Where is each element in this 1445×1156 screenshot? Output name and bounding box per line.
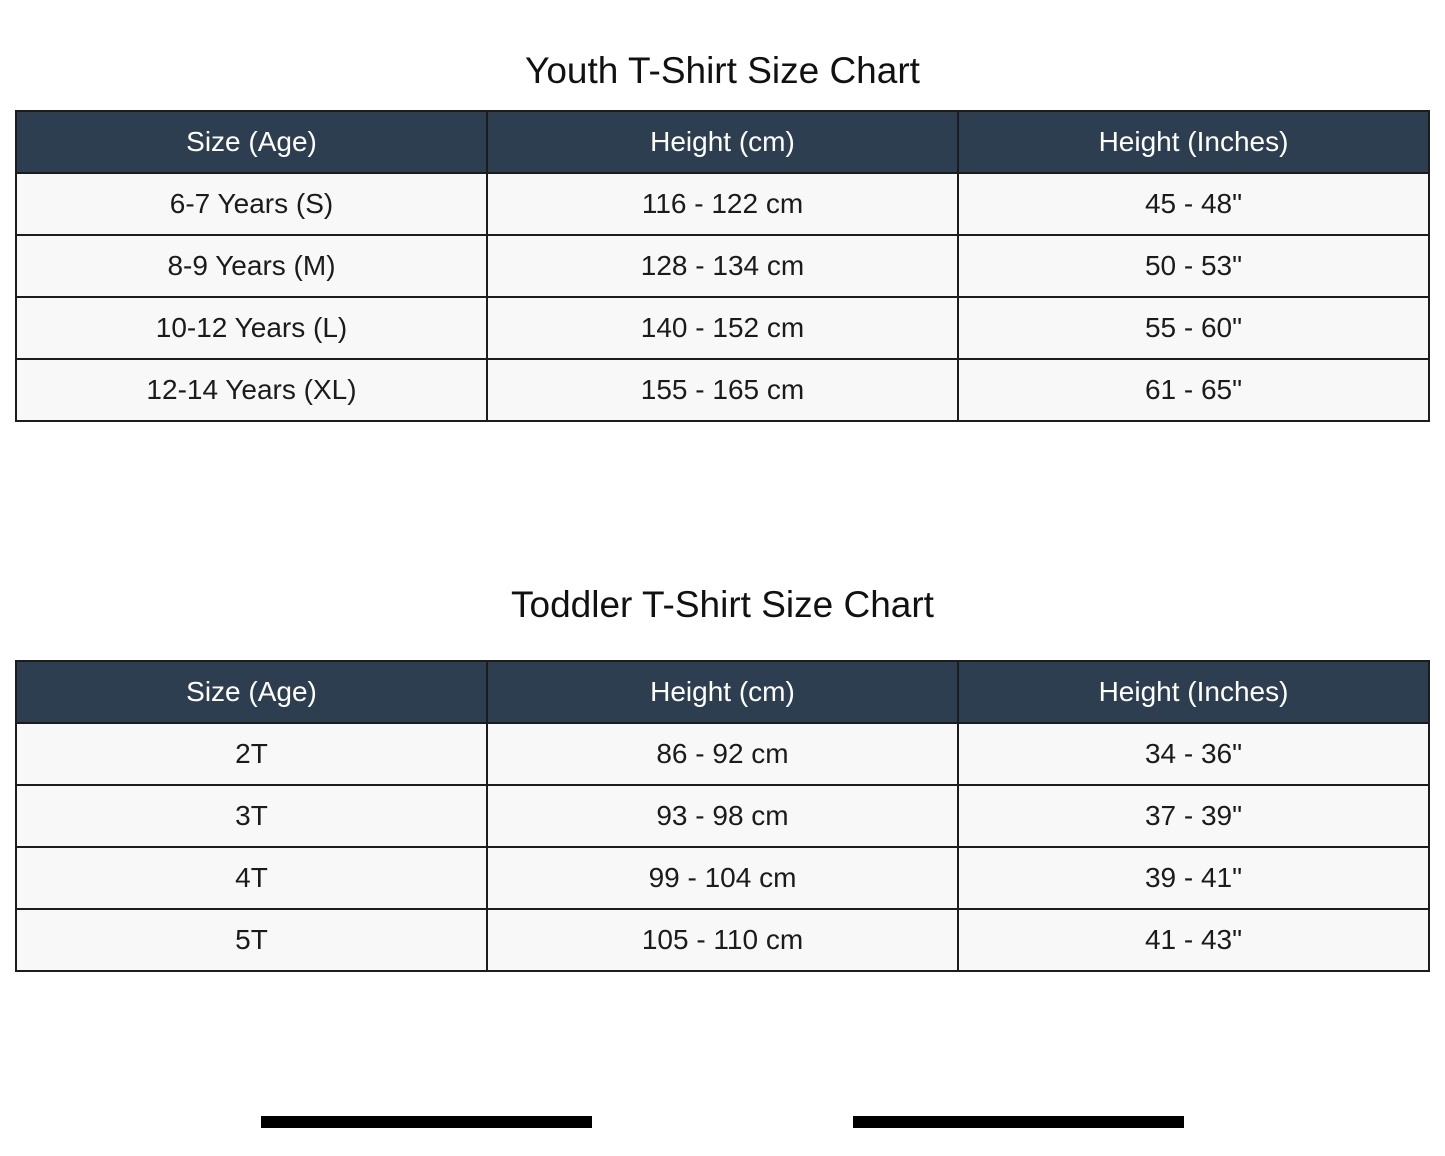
cell-height-cm: 116 - 122 cm — [487, 173, 958, 235]
cell-size: 10-12 Years (L) — [16, 297, 487, 359]
cell-height-cm: 128 - 134 cm — [487, 235, 958, 297]
cell-height-inches: 41 - 43" — [958, 909, 1429, 971]
column-header-height-cm: Height (cm) — [487, 111, 958, 173]
cell-size: 5T — [16, 909, 487, 971]
table-row — [16, 235, 1429, 297]
column-header-height-inches: Height (Inches) — [958, 111, 1429, 173]
table-header-row — [16, 661, 1429, 723]
column-header-height-cm: Height (cm) — [487, 661, 958, 723]
divider-bar-right — [853, 1116, 1184, 1128]
table-header-row — [16, 111, 1429, 173]
cell-height-inches: 61 - 65" — [958, 359, 1429, 421]
cell-height-inches: 55 - 60" — [958, 297, 1429, 359]
table-row — [16, 173, 1429, 235]
table-row — [16, 359, 1429, 421]
cell-height-inches: 50 - 53" — [958, 235, 1429, 297]
cell-height-cm: 105 - 110 cm — [487, 909, 958, 971]
cell-size: 6-7 Years (S) — [16, 173, 487, 235]
cell-height-cm: 93 - 98 cm — [487, 785, 958, 847]
cell-size: 3T — [16, 785, 487, 847]
table-row — [16, 909, 1429, 971]
table-row — [16, 297, 1429, 359]
column-header-size: Size (Age) — [16, 661, 487, 723]
cell-size: 8-9 Years (M) — [16, 235, 487, 297]
table-row — [16, 847, 1429, 909]
cell-height-cm: 155 - 165 cm — [487, 359, 958, 421]
column-header-size: Size (Age) — [16, 111, 487, 173]
cell-height-inches: 39 - 41" — [958, 847, 1429, 909]
cell-height-inches: 37 - 39" — [958, 785, 1429, 847]
youth-size-table — [15, 110, 1430, 422]
table-row — [16, 785, 1429, 847]
cell-height-cm: 99 - 104 cm — [487, 847, 958, 909]
cell-size: 12-14 Years (XL) — [16, 359, 487, 421]
toddler-size-table — [15, 660, 1430, 972]
divider-bar-left — [261, 1116, 592, 1128]
cell-height-inches: 34 - 36" — [958, 723, 1429, 785]
cell-height-cm: 140 - 152 cm — [487, 297, 958, 359]
table-row — [16, 723, 1429, 785]
cell-size: 2T — [16, 723, 487, 785]
cell-height-inches: 45 - 48" — [958, 173, 1429, 235]
toddler-chart-title: Toddler T-Shirt Size Chart — [511, 584, 934, 625]
column-header-height-inches: Height (Inches) — [958, 661, 1429, 723]
cell-height-cm: 86 - 92 cm — [487, 723, 958, 785]
youth-chart-title: Youth T-Shirt Size Chart — [525, 50, 920, 91]
cell-size: 4T — [16, 847, 487, 909]
